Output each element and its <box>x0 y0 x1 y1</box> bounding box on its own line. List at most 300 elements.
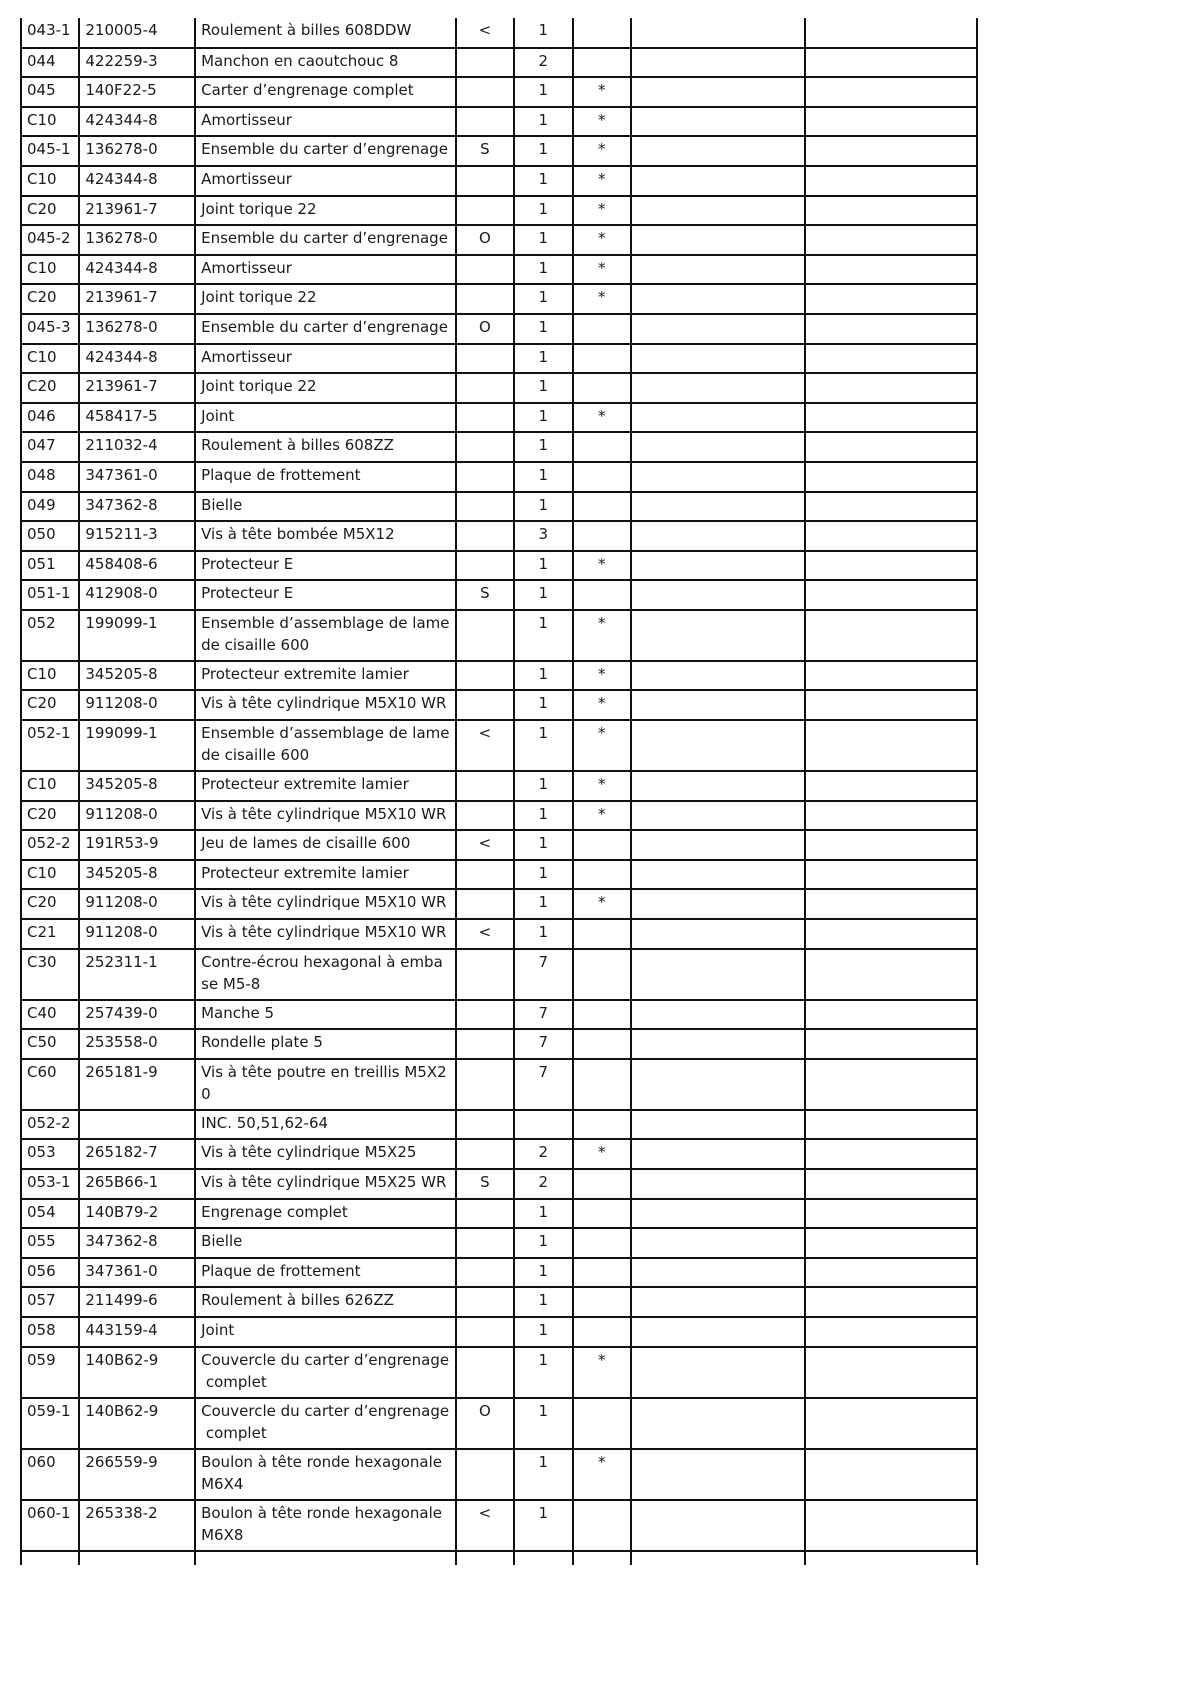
item-number-cell: 048 <box>21 462 79 492</box>
table-row <box>21 919 977 949</box>
quantity-cell: 1 <box>514 1228 572 1258</box>
description-cell: INC. 50,51,62-64 <box>195 1110 456 1140</box>
quantity-cell: 1 <box>514 661 572 691</box>
description-cell: Roulement à billes 626ZZ <box>195 1287 456 1317</box>
quantity-cell: 1 <box>514 1199 572 1229</box>
remark-cell <box>805 1347 977 1398</box>
remark-cell <box>805 432 977 462</box>
description-cell: Boulon à tête ronde hexagonale M6X4 <box>195 1449 456 1500</box>
remark-cell <box>805 551 977 581</box>
star-mark-cell <box>573 830 631 860</box>
flag-cell <box>456 1059 514 1110</box>
description-cell: Manche 5 <box>195 1000 456 1030</box>
part-number-cell: 253558-0 <box>79 1029 195 1059</box>
note-cell <box>631 1500 805 1551</box>
description-cell: Contre-écrou hexagonal à emba se M5-8 <box>195 949 456 1000</box>
part-number-cell: 140F22-5 <box>79 77 195 107</box>
item-number-cell: 059-1 <box>21 1398 79 1449</box>
note-cell <box>631 225 805 255</box>
flag-cell: < <box>456 830 514 860</box>
star-mark-cell: * <box>573 771 631 801</box>
flag-cell <box>456 949 514 1000</box>
remark-cell <box>805 949 977 1000</box>
table-row <box>21 136 977 166</box>
note-cell <box>631 1029 805 1059</box>
remark-cell <box>805 1398 977 1449</box>
quantity-cell: 1 <box>514 344 572 374</box>
note-cell <box>631 1258 805 1288</box>
description-cell: Ensemble du carter d’engrenage <box>195 136 456 166</box>
quantity-cell: 1 <box>514 720 572 771</box>
empty-cell <box>21 1551 79 1565</box>
flag-cell <box>456 1287 514 1317</box>
quantity-cell: 1 <box>514 860 572 890</box>
quantity-cell <box>514 1110 572 1140</box>
remark-cell <box>805 1228 977 1258</box>
table-row <box>21 580 977 610</box>
remark-cell <box>805 610 977 661</box>
quantity-cell: 1 <box>514 314 572 344</box>
star-mark-cell <box>573 373 631 403</box>
description-cell: Roulement à billes 608DDW <box>195 18 456 48</box>
star-mark-cell: * <box>573 1139 631 1169</box>
item-number-cell: 054 <box>21 1199 79 1229</box>
note-cell <box>631 196 805 226</box>
part-number-cell: 210005-4 <box>79 18 195 48</box>
note-cell <box>631 949 805 1000</box>
note-cell <box>631 166 805 196</box>
part-number-cell: 257439-0 <box>79 1000 195 1030</box>
flag-cell: < <box>456 1500 514 1551</box>
part-number-cell: 136278-0 <box>79 314 195 344</box>
description-cell: Manchon en caoutchouc 8 <box>195 48 456 78</box>
flag-cell: S <box>456 136 514 166</box>
flag-cell: O <box>456 1398 514 1449</box>
remark-cell <box>805 1110 977 1140</box>
table-row <box>21 860 977 890</box>
table-row <box>21 403 977 433</box>
flag-cell: < <box>456 18 514 48</box>
star-mark-cell <box>573 432 631 462</box>
flag-cell <box>456 373 514 403</box>
note-cell <box>631 860 805 890</box>
table-row <box>21 1500 977 1551</box>
flag-cell <box>456 107 514 137</box>
item-number-cell: C10 <box>21 107 79 137</box>
description-cell: Protecteur E <box>195 580 456 610</box>
remark-cell <box>805 403 977 433</box>
description-cell: Amortisseur <box>195 344 456 374</box>
part-number-cell: 252311-1 <box>79 949 195 1000</box>
flag-cell <box>456 1228 514 1258</box>
table-row <box>21 720 977 771</box>
description-cell: Bielle <box>195 492 456 522</box>
description-cell: Vis à tête cylindrique M5X10 WR <box>195 801 456 831</box>
remark-cell <box>805 48 977 78</box>
description-cell: Plaque de frottement <box>195 1258 456 1288</box>
description-cell: Vis à tête bombée M5X12 <box>195 521 456 551</box>
description-cell: Joint torique 22 <box>195 284 456 314</box>
quantity-cell: 1 <box>514 830 572 860</box>
table-row <box>21 1258 977 1288</box>
item-number-cell: 045-2 <box>21 225 79 255</box>
note-cell <box>631 580 805 610</box>
note-cell <box>631 1199 805 1229</box>
table-row <box>21 492 977 522</box>
remark-cell <box>805 919 977 949</box>
item-number-cell: 053-1 <box>21 1169 79 1199</box>
part-number-cell: 140B62-9 <box>79 1347 195 1398</box>
item-number-cell: C20 <box>21 690 79 720</box>
flag-cell <box>456 166 514 196</box>
table-row <box>21 1449 977 1500</box>
star-mark-cell <box>573 1287 631 1317</box>
star-mark-cell <box>573 1110 631 1140</box>
part-number-cell: 265181-9 <box>79 1059 195 1110</box>
table-row <box>21 801 977 831</box>
item-number-cell: 052 <box>21 610 79 661</box>
table-row <box>21 1228 977 1258</box>
part-number-cell: 347361-0 <box>79 1258 195 1288</box>
note-cell <box>631 720 805 771</box>
flag-cell <box>456 77 514 107</box>
description-cell: Couvercle du carter d’engrenage complet <box>195 1398 456 1449</box>
flag-cell <box>456 860 514 890</box>
quantity-cell: 2 <box>514 1139 572 1169</box>
part-number-cell: 345205-8 <box>79 661 195 691</box>
table-row <box>21 610 977 661</box>
flag-cell <box>456 1317 514 1347</box>
description-cell: Plaque de frottement <box>195 462 456 492</box>
quantity-cell: 1 <box>514 225 572 255</box>
star-mark-cell: * <box>573 1449 631 1500</box>
quantity-cell: 1 <box>514 1287 572 1317</box>
note-cell <box>631 18 805 48</box>
table-row <box>21 1110 977 1140</box>
star-mark-cell: * <box>573 801 631 831</box>
quantity-cell: 1 <box>514 771 572 801</box>
part-number-cell: 211032-4 <box>79 432 195 462</box>
quantity-cell: 2 <box>514 48 572 78</box>
remark-cell <box>805 196 977 226</box>
item-number-cell: 050 <box>21 521 79 551</box>
table-row <box>21 1317 977 1347</box>
item-number-cell: C10 <box>21 255 79 285</box>
part-number-cell: 213961-7 <box>79 284 195 314</box>
description-cell: Couvercle du carter d’engrenage complet <box>195 1347 456 1398</box>
table-row <box>21 1029 977 1059</box>
part-number-cell: 458408-6 <box>79 551 195 581</box>
star-mark-cell <box>573 580 631 610</box>
part-number-cell: 911208-0 <box>79 801 195 831</box>
note-cell <box>631 1139 805 1169</box>
quantity-cell: 1 <box>514 1258 572 1288</box>
item-number-cell: C10 <box>21 344 79 374</box>
part-number-cell: 191R53-9 <box>79 830 195 860</box>
star-mark-cell <box>573 48 631 78</box>
part-number-cell: 266559-9 <box>79 1449 195 1500</box>
part-number-cell: 911208-0 <box>79 919 195 949</box>
note-cell <box>631 77 805 107</box>
star-mark-cell: * <box>573 255 631 285</box>
part-number-cell: 347361-0 <box>79 462 195 492</box>
quantity-cell: 1 <box>514 801 572 831</box>
note-cell <box>631 1287 805 1317</box>
remark-cell <box>805 225 977 255</box>
table-row <box>21 551 977 581</box>
star-mark-cell <box>573 949 631 1000</box>
part-number-cell: 458417-5 <box>79 403 195 433</box>
flag-cell: S <box>456 580 514 610</box>
flag-cell <box>456 1000 514 1030</box>
description-cell: Vis à tête cylindrique M5X10 WR <box>195 919 456 949</box>
part-number-cell: 347362-8 <box>79 1228 195 1258</box>
flag-cell <box>456 403 514 433</box>
flag-cell <box>456 610 514 661</box>
remark-cell <box>805 1449 977 1500</box>
quantity-cell: 1 <box>514 284 572 314</box>
description-cell: Joint <box>195 403 456 433</box>
note-cell <box>631 1317 805 1347</box>
remark-cell <box>805 1169 977 1199</box>
description-cell: Protecteur extremite lamier <box>195 771 456 801</box>
part-number-cell: 199099-1 <box>79 720 195 771</box>
item-number-cell: 059 <box>21 1347 79 1398</box>
star-mark-cell <box>573 344 631 374</box>
note-cell <box>631 314 805 344</box>
flag-cell <box>456 492 514 522</box>
star-mark-cell: * <box>573 551 631 581</box>
remark-cell <box>805 284 977 314</box>
star-mark-cell <box>573 1228 631 1258</box>
remark-cell <box>805 1139 977 1169</box>
quantity-cell: 3 <box>514 521 572 551</box>
star-mark-cell <box>573 462 631 492</box>
flag-cell <box>456 432 514 462</box>
table-row <box>21 462 977 492</box>
flag-cell <box>456 255 514 285</box>
remark-cell <box>805 77 977 107</box>
note-cell <box>631 136 805 166</box>
item-number-cell: 060 <box>21 1449 79 1500</box>
item-number-cell: C20 <box>21 889 79 919</box>
quantity-cell: 1 <box>514 77 572 107</box>
quantity-cell: 1 <box>514 107 572 137</box>
item-number-cell: C10 <box>21 661 79 691</box>
description-cell: Ensemble du carter d’engrenage <box>195 314 456 344</box>
table-row <box>21 661 977 691</box>
part-number-cell: 424344-8 <box>79 255 195 285</box>
remark-cell <box>805 1199 977 1229</box>
table-row <box>21 1139 977 1169</box>
note-cell <box>631 403 805 433</box>
note-cell <box>631 107 805 137</box>
note-cell <box>631 48 805 78</box>
empty-cell <box>631 1551 805 1565</box>
empty-cell <box>573 1551 631 1565</box>
flag-cell <box>456 1258 514 1288</box>
star-mark-cell <box>573 919 631 949</box>
note-cell <box>631 1398 805 1449</box>
remark-cell <box>805 136 977 166</box>
item-number-cell: C20 <box>21 196 79 226</box>
part-number-cell: 213961-7 <box>79 373 195 403</box>
item-number-cell: C10 <box>21 771 79 801</box>
empty-cell <box>195 1551 456 1565</box>
star-mark-cell <box>573 492 631 522</box>
item-number-cell: 051-1 <box>21 580 79 610</box>
star-mark-cell: * <box>573 196 631 226</box>
description-cell: Ensemble d’assemblage de lame de cisaille 600 <box>195 610 456 661</box>
item-number-cell: 055 <box>21 1228 79 1258</box>
quantity-cell: 1 <box>514 136 572 166</box>
table-row <box>21 48 977 78</box>
quantity-cell: 1 <box>514 196 572 226</box>
note-cell <box>631 344 805 374</box>
quantity-cell: 1 <box>514 690 572 720</box>
star-mark-cell <box>573 1000 631 1030</box>
star-mark-cell: * <box>573 661 631 691</box>
item-number-cell: 047 <box>21 432 79 462</box>
item-number-cell: 056 <box>21 1258 79 1288</box>
star-mark-cell: * <box>573 284 631 314</box>
part-number-cell: 265338-2 <box>79 1500 195 1551</box>
description-cell: Roulement à billes 608ZZ <box>195 432 456 462</box>
quantity-cell: 1 <box>514 255 572 285</box>
flag-cell <box>456 1139 514 1169</box>
remark-cell <box>805 860 977 890</box>
quantity-cell: 1 <box>514 403 572 433</box>
note-cell <box>631 919 805 949</box>
star-mark-cell <box>573 1029 631 1059</box>
note-cell <box>631 661 805 691</box>
note-cell <box>631 255 805 285</box>
item-number-cell: C20 <box>21 801 79 831</box>
item-number-cell: 049 <box>21 492 79 522</box>
description-cell: Rondelle plate 5 <box>195 1029 456 1059</box>
description-cell: Vis à tête poutre en treillis M5X2 0 <box>195 1059 456 1110</box>
note-cell <box>631 551 805 581</box>
part-number-cell: 424344-8 <box>79 107 195 137</box>
flag-cell: O <box>456 225 514 255</box>
part-number-cell: 140B62-9 <box>79 1398 195 1449</box>
description-cell: Vis à tête cylindrique M5X10 WR <box>195 889 456 919</box>
remark-cell <box>805 720 977 771</box>
note-cell <box>631 432 805 462</box>
item-number-cell: C21 <box>21 919 79 949</box>
remark-cell <box>805 255 977 285</box>
table-row <box>21 521 977 551</box>
remark-cell <box>805 521 977 551</box>
item-number-cell: 053 <box>21 1139 79 1169</box>
quantity-cell: 7 <box>514 1029 572 1059</box>
item-number-cell: 052-2 <box>21 1110 79 1140</box>
part-number-cell: 140B79-2 <box>79 1199 195 1229</box>
description-cell: Protecteur E <box>195 551 456 581</box>
table-row <box>21 344 977 374</box>
remark-cell <box>805 1287 977 1317</box>
part-number-cell: 443159-4 <box>79 1317 195 1347</box>
item-number-cell: C10 <box>21 166 79 196</box>
table-row <box>21 314 977 344</box>
table-row <box>21 166 977 196</box>
item-number-cell: C40 <box>21 1000 79 1030</box>
description-cell: Joint torique 22 <box>195 373 456 403</box>
part-number-cell: 424344-8 <box>79 166 195 196</box>
table-row <box>21 1347 977 1398</box>
note-cell <box>631 1110 805 1140</box>
remark-cell <box>805 1029 977 1059</box>
table-row <box>21 771 977 801</box>
item-number-cell: 057 <box>21 1287 79 1317</box>
quantity-cell: 1 <box>514 580 572 610</box>
note-cell <box>631 690 805 720</box>
table-row <box>21 432 977 462</box>
description-cell: Boulon à tête ronde hexagonale M6X8 <box>195 1500 456 1551</box>
item-number-cell: 058 <box>21 1317 79 1347</box>
description-cell: Amortisseur <box>195 107 456 137</box>
remark-cell <box>805 462 977 492</box>
note-cell <box>631 1449 805 1500</box>
table-row <box>21 77 977 107</box>
star-mark-cell <box>573 1169 631 1199</box>
quantity-cell: 7 <box>514 949 572 1000</box>
description-cell: Vis à tête cylindrique M5X10 WR <box>195 690 456 720</box>
quantity-cell: 1 <box>514 432 572 462</box>
note-cell <box>631 830 805 860</box>
star-mark-cell: * <box>573 690 631 720</box>
note-cell <box>631 1059 805 1110</box>
part-number-cell: 424344-8 <box>79 344 195 374</box>
star-mark-cell: * <box>573 225 631 255</box>
part-number-cell: 412908-0 <box>79 580 195 610</box>
part-number-cell <box>79 1110 195 1140</box>
star-mark-cell: * <box>573 403 631 433</box>
description-cell: Amortisseur <box>195 255 456 285</box>
note-cell <box>631 1169 805 1199</box>
flag-cell <box>456 771 514 801</box>
item-number-cell: 052-1 <box>21 720 79 771</box>
star-mark-cell: * <box>573 166 631 196</box>
table-row <box>21 1000 977 1030</box>
remark-cell <box>805 107 977 137</box>
description-cell: Protecteur extremite lamier <box>195 860 456 890</box>
remark-cell <box>805 1258 977 1288</box>
note-cell <box>631 801 805 831</box>
flag-cell <box>456 690 514 720</box>
note-cell <box>631 1000 805 1030</box>
part-number-cell: 265182-7 <box>79 1139 195 1169</box>
item-number-cell: C30 <box>21 949 79 1000</box>
remark-cell <box>805 889 977 919</box>
description-cell: Vis à tête cylindrique M5X25 <box>195 1139 456 1169</box>
part-number-cell: 911208-0 <box>79 889 195 919</box>
flag-cell: < <box>456 720 514 771</box>
quantity-cell: 1 <box>514 462 572 492</box>
star-mark-cell: * <box>573 77 631 107</box>
parts-table <box>20 18 978 1565</box>
remark-cell <box>805 1317 977 1347</box>
remark-cell <box>805 580 977 610</box>
description-cell: Ensemble d’assemblage de lame de cisaille 600 <box>195 720 456 771</box>
star-mark-cell <box>573 521 631 551</box>
description-cell: Vis à tête cylindrique M5X25 WR <box>195 1169 456 1199</box>
part-number-cell: 345205-8 <box>79 860 195 890</box>
flag-cell <box>456 521 514 551</box>
table-row <box>21 1059 977 1110</box>
table-row <box>21 830 977 860</box>
note-cell <box>631 889 805 919</box>
